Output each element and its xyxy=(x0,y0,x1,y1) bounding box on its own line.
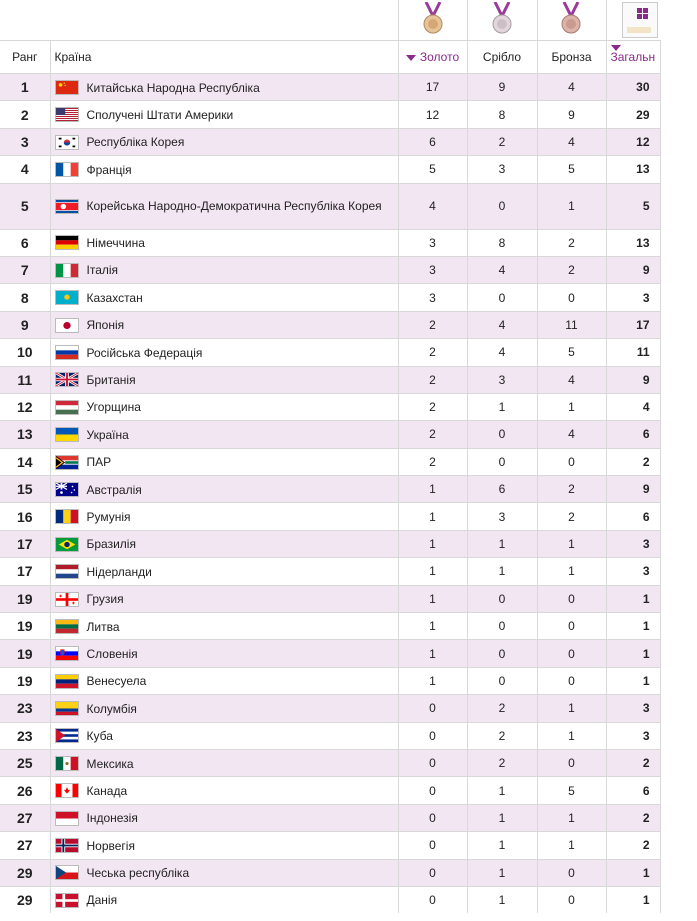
bronze-count: 1 xyxy=(537,530,606,557)
medal-table xyxy=(0,40,661,913)
country-name[interactable]: Корейська Народно-Демократична Республіка Корея xyxy=(86,199,382,214)
country-cell[interactable] xyxy=(50,777,398,804)
total-count: 29 xyxy=(606,101,660,128)
rank-cell: 11 xyxy=(0,366,50,393)
table-row[interactable] xyxy=(0,256,660,283)
gold-count: 17 xyxy=(398,74,467,101)
bronze-count: 4 xyxy=(537,366,606,393)
rank-cell: 6 xyxy=(0,229,50,256)
country-name[interactable]: Франція xyxy=(86,162,132,177)
country-cell[interactable] xyxy=(50,722,398,749)
gold-column-header[interactable]: Золото xyxy=(398,41,467,74)
total-column-header[interactable]: Загальн xyxy=(606,41,660,74)
bronze-count: 0 xyxy=(537,640,606,667)
silver-count: 1 xyxy=(467,886,537,913)
table-header-row xyxy=(0,41,660,74)
bronze-count: 2 xyxy=(537,476,606,503)
bronze-count: 0 xyxy=(537,613,606,640)
table-row[interactable] xyxy=(0,128,660,155)
rank-cell: 23 xyxy=(0,722,50,749)
table-row[interactable] xyxy=(0,284,660,311)
gold-count: 12 xyxy=(398,101,467,128)
country-cell[interactable] xyxy=(50,613,398,640)
total-count: 3 xyxy=(606,695,660,722)
bronze-count: 2 xyxy=(537,229,606,256)
table-row[interactable] xyxy=(0,366,660,393)
gold-medal-icon[interactable] xyxy=(420,2,446,36)
gold-count: 1 xyxy=(398,613,467,640)
bronze-count: 0 xyxy=(537,886,606,913)
table-row[interactable] xyxy=(0,886,660,913)
grid-view-icon[interactable] xyxy=(622,2,658,38)
table-row[interactable] xyxy=(0,311,660,338)
gold-count: 1 xyxy=(398,585,467,612)
rank-cell: 7 xyxy=(0,256,50,283)
bronze-count: 4 xyxy=(537,128,606,155)
country-name[interactable]: Венесуела xyxy=(86,674,147,689)
country-cell[interactable] xyxy=(50,339,398,366)
rank-cell: 12 xyxy=(0,393,50,420)
total-count: 30 xyxy=(606,74,660,101)
gold-count: 0 xyxy=(398,695,467,722)
total-count: 3 xyxy=(606,284,660,311)
silver-count: 1 xyxy=(467,804,537,831)
rank-cell: 26 xyxy=(0,777,50,804)
rank-cell: 9 xyxy=(0,311,50,338)
rank-cell: 19 xyxy=(0,585,50,612)
gold-count: 0 xyxy=(398,777,467,804)
italy-flag-icon xyxy=(55,263,79,278)
country-column-header[interactable]: Країна xyxy=(50,41,398,74)
silver-count: 0 xyxy=(467,284,537,311)
country-cell[interactable] xyxy=(50,448,398,475)
rank-cell: 16 xyxy=(0,503,50,530)
gold-count: 0 xyxy=(398,722,467,749)
table-row[interactable] xyxy=(0,530,660,557)
table-row[interactable] xyxy=(0,640,660,667)
country-cell[interactable] xyxy=(50,695,398,722)
bronze-count: 2 xyxy=(537,256,606,283)
total-count: 3 xyxy=(606,530,660,557)
country-name[interactable]: Британія xyxy=(86,372,136,387)
bronze-column-header[interactable]: Бронза xyxy=(537,41,606,74)
table-row[interactable] xyxy=(0,393,660,420)
uk-flag-icon xyxy=(55,372,79,387)
country-name[interactable]: Колумбія xyxy=(86,701,137,716)
bronze-count: 1 xyxy=(537,393,606,420)
gold-count: 1 xyxy=(398,476,467,503)
bronze-medal-icon[interactable] xyxy=(558,2,584,36)
total-count: 6 xyxy=(606,503,660,530)
country-name[interactable]: Китайська Народна Республіка xyxy=(86,80,260,95)
rank-cell: 15 xyxy=(0,476,50,503)
bronze-count: 1 xyxy=(537,832,606,859)
silver-column-header[interactable]: Срібло xyxy=(467,41,537,74)
czech-flag-icon xyxy=(55,865,79,880)
total-count: 1 xyxy=(606,886,660,913)
table-row[interactable] xyxy=(0,421,660,448)
nkorea-flag-icon xyxy=(55,199,79,214)
total-count: 3 xyxy=(606,722,660,749)
silver-count: 2 xyxy=(467,695,537,722)
rank-cell: 29 xyxy=(0,886,50,913)
country-name[interactable]: Румунія xyxy=(86,509,131,524)
country-name[interactable]: Угорщина xyxy=(86,400,141,415)
country-name[interactable]: Японія xyxy=(86,318,125,333)
gold-count: 3 xyxy=(398,229,467,256)
brazil-flag-icon xyxy=(55,537,79,552)
table-row[interactable] xyxy=(0,722,660,749)
table-row[interactable] xyxy=(0,859,660,886)
slovenia-flag-icon xyxy=(55,646,79,661)
denmark-flag-icon xyxy=(55,893,79,908)
table-row[interactable] xyxy=(0,476,660,503)
rank-cell: 10 xyxy=(0,339,50,366)
table-row[interactable] xyxy=(0,749,660,776)
rank-cell: 8 xyxy=(0,284,50,311)
country-name[interactable]: Російська Федерація xyxy=(86,345,203,360)
silver-count: 2 xyxy=(467,722,537,749)
table-row[interactable] xyxy=(0,448,660,475)
country-cell[interactable] xyxy=(50,667,398,694)
bronze-count: 1 xyxy=(537,804,606,831)
bronze-count: 4 xyxy=(537,74,606,101)
country-cell[interactable] xyxy=(50,886,398,913)
country-cell[interactable] xyxy=(50,804,398,831)
rank-cell: 27 xyxy=(0,804,50,831)
france-flag-icon xyxy=(55,162,79,177)
gold-count: 2 xyxy=(398,421,467,448)
bronze-count: 0 xyxy=(537,448,606,475)
table-row[interactable] xyxy=(0,74,660,101)
country-name[interactable]: Австралія xyxy=(86,482,142,497)
total-count: 9 xyxy=(606,476,660,503)
lithuania-flag-icon xyxy=(55,619,79,634)
country-name[interactable]: Бразилія xyxy=(86,537,136,552)
silver-count: 3 xyxy=(467,156,537,183)
bronze-count: 9 xyxy=(537,101,606,128)
gold-count: 1 xyxy=(398,640,467,667)
rank-cell: 1 xyxy=(0,74,50,101)
romania-flag-icon xyxy=(55,509,79,524)
gold-count: 2 xyxy=(398,448,467,475)
rank-cell: 5 xyxy=(0,183,50,229)
total-count: 17 xyxy=(606,311,660,338)
silver-count: 0 xyxy=(467,421,537,448)
total-count: 2 xyxy=(606,804,660,831)
table-row[interactable] xyxy=(0,183,660,229)
country-name[interactable]: Казахстан xyxy=(86,290,143,305)
gold-count: 0 xyxy=(398,886,467,913)
rank-cell: 13 xyxy=(0,421,50,448)
total-count: 1 xyxy=(606,859,660,886)
total-count: 1 xyxy=(606,613,660,640)
table-row[interactable] xyxy=(0,613,660,640)
country-name[interactable]: Чеська республіка xyxy=(86,865,190,880)
table-row[interactable] xyxy=(0,558,660,585)
country-name[interactable]: Словенія xyxy=(86,646,138,661)
silver-count: 8 xyxy=(467,229,537,256)
bronze-count: 5 xyxy=(537,156,606,183)
silver-count: 4 xyxy=(467,256,537,283)
southafrica-flag-icon xyxy=(55,455,79,470)
bronze-count: 2 xyxy=(537,503,606,530)
total-count: 2 xyxy=(606,749,660,776)
rank-column-header[interactable]: Ранг xyxy=(0,41,50,74)
gold-count: 4 xyxy=(398,183,467,229)
table-row[interactable] xyxy=(0,777,660,804)
total-count: 9 xyxy=(606,366,660,393)
country-cell[interactable] xyxy=(50,101,398,128)
gold-count: 1 xyxy=(398,530,467,557)
bronze-count: 0 xyxy=(537,585,606,612)
silver-count: 9 xyxy=(467,74,537,101)
kazakhstan-flag-icon xyxy=(55,290,79,305)
country-cell[interactable] xyxy=(50,558,398,585)
gold-count: 0 xyxy=(398,832,467,859)
bronze-count: 0 xyxy=(537,667,606,694)
bronze-count: 4 xyxy=(537,421,606,448)
country-cell[interactable] xyxy=(50,503,398,530)
total-count: 11 xyxy=(606,339,660,366)
table-row[interactable] xyxy=(0,503,660,530)
country-cell[interactable] xyxy=(50,476,398,503)
rank-cell: 17 xyxy=(0,530,50,557)
china-flag-icon xyxy=(55,80,79,95)
rank-cell: 3 xyxy=(0,128,50,155)
country-cell[interactable] xyxy=(50,229,398,256)
country-cell[interactable] xyxy=(50,832,398,859)
country-cell[interactable] xyxy=(50,311,398,338)
table-row[interactable] xyxy=(0,832,660,859)
rank-cell: 23 xyxy=(0,695,50,722)
country-cell[interactable] xyxy=(50,749,398,776)
silver-medal-icon[interactable] xyxy=(489,2,515,36)
rank-cell: 4 xyxy=(0,156,50,183)
silver-count: 1 xyxy=(467,530,537,557)
rank-cell: 19 xyxy=(0,613,50,640)
silver-count: 8 xyxy=(467,101,537,128)
gold-count: 1 xyxy=(398,558,467,585)
country-cell[interactable] xyxy=(50,74,398,101)
rank-cell: 27 xyxy=(0,832,50,859)
bronze-count: 1 xyxy=(537,722,606,749)
gold-count: 1 xyxy=(398,667,467,694)
total-count: 12 xyxy=(606,128,660,155)
total-count: 3 xyxy=(606,558,660,585)
country-name[interactable]: Сполучені Штати Америки xyxy=(86,107,234,122)
table-row[interactable] xyxy=(0,229,660,256)
table-row[interactable] xyxy=(0,585,660,612)
total-count: 13 xyxy=(606,229,660,256)
bronze-count: 1 xyxy=(537,695,606,722)
total-count: 1 xyxy=(606,585,660,612)
sort-desc-icon xyxy=(406,55,416,61)
korea-flag-icon xyxy=(55,135,79,150)
silver-count: 3 xyxy=(467,503,537,530)
country-cell[interactable] xyxy=(50,640,398,667)
gold-count: 6 xyxy=(398,128,467,155)
country-name[interactable]: Литва xyxy=(86,619,120,634)
silver-count: 0 xyxy=(467,613,537,640)
rank-cell: 14 xyxy=(0,448,50,475)
hungary-flag-icon xyxy=(55,400,79,415)
total-count: 2 xyxy=(606,832,660,859)
venezuela-flag-icon xyxy=(55,674,79,689)
usa-flag-icon xyxy=(55,107,79,122)
country-cell[interactable] xyxy=(50,393,398,420)
rank-cell: 2 xyxy=(0,101,50,128)
gold-count: 1 xyxy=(398,503,467,530)
country-name[interactable]: Норвегія xyxy=(86,838,135,853)
country-name[interactable]: Італія xyxy=(86,263,119,278)
table-row[interactable] xyxy=(0,695,660,722)
table-row[interactable] xyxy=(0,156,660,183)
silver-count: 1 xyxy=(467,558,537,585)
silver-count: 0 xyxy=(467,183,537,229)
country-cell[interactable] xyxy=(50,530,398,557)
total-count: 5 xyxy=(606,183,660,229)
country-name[interactable]: Німеччина xyxy=(86,235,145,250)
bronze-count: 11 xyxy=(537,311,606,338)
silver-count: 1 xyxy=(467,393,537,420)
silver-count: 4 xyxy=(467,339,537,366)
silver-count: 0 xyxy=(467,448,537,475)
total-count: 2 xyxy=(606,448,660,475)
rank-cell: 29 xyxy=(0,859,50,886)
russia-flag-icon xyxy=(55,345,79,360)
country-cell[interactable] xyxy=(50,585,398,612)
rank-cell: 17 xyxy=(0,558,50,585)
country-name[interactable]: Грузия xyxy=(86,592,124,606)
norway-flag-icon xyxy=(55,838,79,853)
country-name[interactable]: Куба xyxy=(86,728,113,743)
bronze-count: 0 xyxy=(537,749,606,776)
country-cell[interactable] xyxy=(50,366,398,393)
australia-flag-icon xyxy=(55,482,79,497)
silver-count: 1 xyxy=(467,859,537,886)
rank-cell: 25 xyxy=(0,749,50,776)
silver-count: 1 xyxy=(467,777,537,804)
indonesia-flag-icon xyxy=(55,811,79,826)
gold-count: 2 xyxy=(398,393,467,420)
total-count: 1 xyxy=(606,640,660,667)
medal-icon-row xyxy=(0,0,660,40)
bronze-count: 5 xyxy=(537,777,606,804)
gold-count: 0 xyxy=(398,749,467,776)
sort-desc-icon xyxy=(611,45,621,51)
silver-count: 2 xyxy=(467,749,537,776)
rank-cell: 19 xyxy=(0,667,50,694)
country-cell[interactable] xyxy=(50,128,398,155)
bronze-count: 1 xyxy=(537,558,606,585)
netherlands-flag-icon xyxy=(55,564,79,579)
country-name[interactable]: Республіка Корея xyxy=(86,135,185,150)
silver-count: 2 xyxy=(467,128,537,155)
germany-flag-icon xyxy=(55,235,79,250)
gold-count: 3 xyxy=(398,256,467,283)
georgia-flag-icon xyxy=(55,592,79,607)
ukraine-flag-icon xyxy=(55,427,79,442)
silver-count: 4 xyxy=(467,311,537,338)
gold-count: 3 xyxy=(398,284,467,311)
silver-count: 3 xyxy=(467,366,537,393)
gold-count: 5 xyxy=(398,156,467,183)
silver-count: 0 xyxy=(467,667,537,694)
silver-count: 0 xyxy=(467,585,537,612)
total-count: 6 xyxy=(606,421,660,448)
country-cell[interactable] xyxy=(50,256,398,283)
country-cell[interactable] xyxy=(50,156,398,183)
country-name[interactable]: Індонезія xyxy=(86,811,138,826)
country-name[interactable]: Нідерланди xyxy=(86,564,152,579)
country-name[interactable]: Данія xyxy=(86,893,118,908)
country-cell[interactable] xyxy=(50,421,398,448)
total-count: 6 xyxy=(606,777,660,804)
total-count: 13 xyxy=(606,156,660,183)
table-row[interactable] xyxy=(0,804,660,831)
country-cell[interactable] xyxy=(50,859,398,886)
silver-count: 0 xyxy=(467,640,537,667)
japan-flag-icon xyxy=(55,318,79,333)
gold-count: 0 xyxy=(398,804,467,831)
table-row[interactable] xyxy=(0,667,660,694)
silver-count: 6 xyxy=(467,476,537,503)
total-count: 9 xyxy=(606,256,660,283)
country-name[interactable]: Канада xyxy=(86,783,128,798)
gold-count: 2 xyxy=(398,339,467,366)
table-row[interactable] xyxy=(0,101,660,128)
total-count: 1 xyxy=(606,667,660,694)
mexico-flag-icon xyxy=(55,756,79,771)
table-row[interactable] xyxy=(0,339,660,366)
bronze-count: 0 xyxy=(537,284,606,311)
country-name[interactable]: Мексика xyxy=(86,756,134,771)
country-name[interactable]: Україна xyxy=(86,427,129,442)
country-cell[interactable] xyxy=(50,183,398,229)
gold-count: 0 xyxy=(398,859,467,886)
rank-cell: 19 xyxy=(0,640,50,667)
bronze-count: 5 xyxy=(537,339,606,366)
canada-flag-icon xyxy=(55,783,79,798)
colombia-flag-icon xyxy=(55,701,79,716)
total-count: 4 xyxy=(606,393,660,420)
bronze-count: 1 xyxy=(537,183,606,229)
gold-count: 2 xyxy=(398,311,467,338)
bronze-count: 0 xyxy=(537,859,606,886)
cuba-flag-icon xyxy=(55,728,79,743)
gold-count: 2 xyxy=(398,366,467,393)
country-cell[interactable] xyxy=(50,284,398,311)
silver-count: 1 xyxy=(467,832,537,859)
country-name[interactable]: ПАР xyxy=(86,455,112,470)
